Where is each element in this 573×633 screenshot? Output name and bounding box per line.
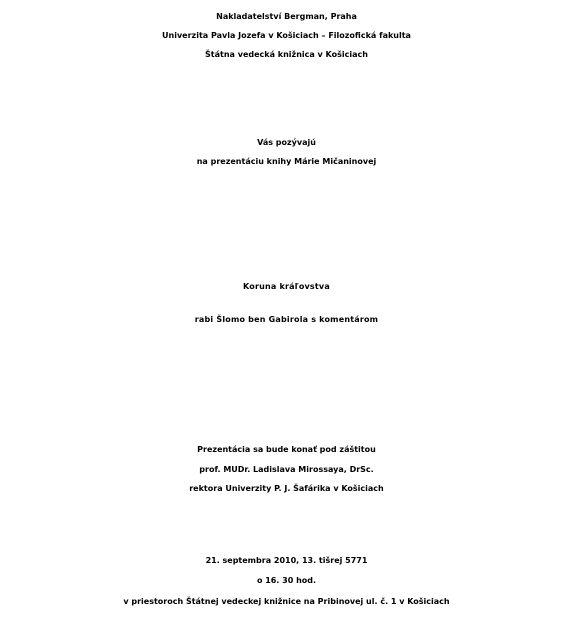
university-line: Univerzita Pavla Jozefa v Košiciach – Filozofická fakulta <box>162 31 411 40</box>
event-time: o 16. 30 hod. <box>256 576 317 585</box>
patronage-line: Prezentácia sa bude konať pod záštitou <box>197 445 376 454</box>
book-title-line-1: Koruna kráľovstva <box>243 282 330 291</box>
patron-title-line: rektora Univerzity P. J. Šafárika v Košiciach <box>189 484 384 493</box>
library-line: Štátna vedecká knižnica v Košiciach <box>205 50 368 59</box>
patron-name-line: prof. MUDr. Ladislava Mirossaya, DrSc. <box>199 465 374 474</box>
publisher-line: Nakladatelství Bergman, Praha <box>216 12 357 21</box>
book-title-line-2: rabi Šlomo ben Gabirola s komentárom <box>194 315 379 324</box>
event-date: 21. septembra 2010, 13. tišrej 5771 <box>205 556 368 565</box>
event-place: v priestoroch Štátnej vedeckej knižnice na Pribinovej ul. č. 1 v Košiciach <box>123 597 450 606</box>
presentation-line: na prezentáciu knihy Márie Mičaninovej <box>196 157 377 166</box>
invite-line: Vás pozývajú <box>257 138 316 147</box>
